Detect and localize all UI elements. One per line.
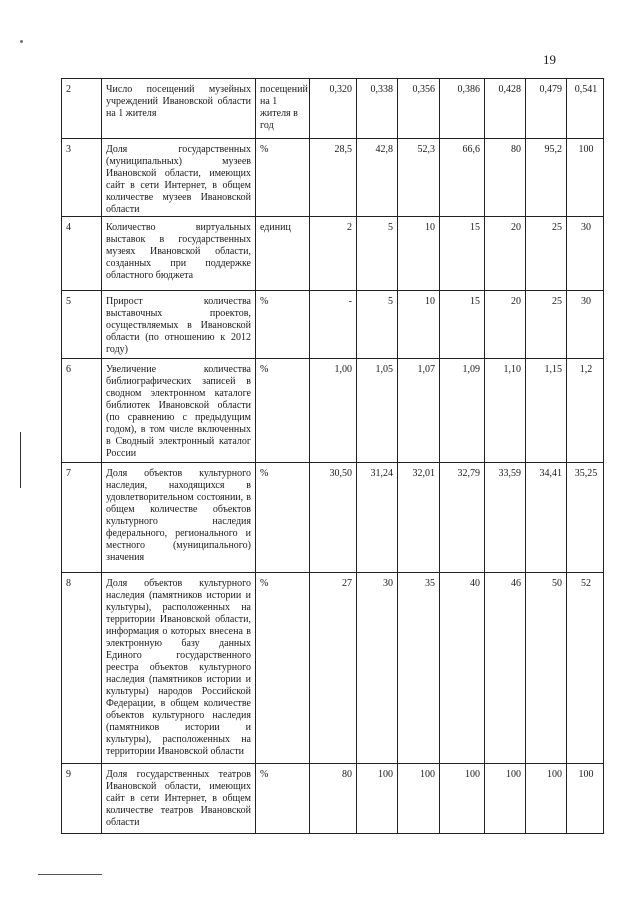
indicators-table [61, 78, 604, 834]
value-cell: 32,79 [440, 463, 485, 573]
indicator-name: Количество виртуальных выставок в государственных музеях Ивановской области, созданных при поддержке областного бюджета [102, 217, 256, 291]
value-cell: 30 [357, 573, 398, 764]
table-body [62, 79, 604, 834]
table-row [62, 139, 604, 217]
unit-cell: % [256, 139, 310, 217]
value-cell: 40 [440, 573, 485, 764]
unit-cell: % [256, 463, 310, 573]
row-number: 2 [62, 79, 102, 139]
value-cell: 35 [398, 573, 440, 764]
row-number: 9 [62, 764, 102, 834]
indicator-name: Доля объектов культурного наследия, находящихся в удовлетворительном состоянии, в общем количестве объектов культурного наследия федерального, регионального и местного (муниципального) значения [102, 463, 256, 573]
row-number: 6 [62, 359, 102, 463]
value-cell: 10 [398, 217, 440, 291]
value-cell: 2 [310, 217, 357, 291]
indicator-name: Доля государственных (муниципальных) музеев Ивановской области, имеющих сайт в сети Интернет, в общем количестве музеев Ивановской области [102, 139, 256, 217]
unit-cell: посещений на 1 жителя в год [256, 79, 310, 139]
indicator-name: Увеличение количества библиографических записей в сводном электронном каталоге библиотек Ивановской области (по сравнению с предыдущим годом), в том числе включенных в Сводный электронный каталог России [102, 359, 256, 463]
value-cell: 35,25 [567, 463, 604, 573]
unit-cell: % [256, 359, 310, 463]
value-cell: 28,5 [310, 139, 357, 217]
value-cell: 50 [526, 573, 567, 764]
unit-cell: % [256, 291, 310, 359]
value-cell: 0,356 [398, 79, 440, 139]
value-cell: 1,2 [567, 359, 604, 463]
indicator-name: Прирост количества выставочных проектов, осуществляемых в Ивановской области (по отношению к 2012 году) [102, 291, 256, 359]
value-cell: 15 [440, 291, 485, 359]
row-number: 7 [62, 463, 102, 573]
value-cell: 100 [398, 764, 440, 834]
value-cell: 0,428 [485, 79, 526, 139]
unit-cell: единиц [256, 217, 310, 291]
value-cell: 20 [485, 291, 526, 359]
value-cell: 100 [567, 139, 604, 217]
value-cell: 80 [310, 764, 357, 834]
value-cell: 30,50 [310, 463, 357, 573]
value-cell: 100 [526, 764, 567, 834]
table-row [62, 291, 604, 359]
value-cell: 15 [440, 217, 485, 291]
value-cell: 1,00 [310, 359, 357, 463]
value-cell: 0,479 [526, 79, 567, 139]
row-number: 4 [62, 217, 102, 291]
table-row [62, 217, 604, 291]
margin-mark [20, 432, 21, 488]
unit-cell: % [256, 573, 310, 764]
row-number: 5 [62, 291, 102, 359]
indicator-name: Доля государственных театров Ивановской области, имеющих сайт в сети Интернет, в общем количестве театров Ивановской области [102, 764, 256, 834]
value-cell: 52,3 [398, 139, 440, 217]
value-cell: 34,41 [526, 463, 567, 573]
scan-speck [20, 40, 23, 43]
value-cell: 1,09 [440, 359, 485, 463]
value-cell: 100 [485, 764, 526, 834]
table-row [62, 764, 604, 834]
value-cell: 33,59 [485, 463, 526, 573]
value-cell: 46 [485, 573, 526, 764]
page-number: 19 [543, 52, 556, 67]
value-cell: 100 [440, 764, 485, 834]
value-cell: 100 [357, 764, 398, 834]
table-row [62, 79, 604, 139]
indicator-name: Доля объектов культурного наследия (памятников истории и культуры), расположенных на территории Ивановской области, информация о которых внесена в электронную базу данных Единого государственного реестра объектов культурного наследия (памятников истории и культуры) народов Российской Федерации, в общем количестве объектов культурного наследия (памятников истории и культуры), расположенных на территории Ивановской области [102, 573, 256, 764]
value-cell: 1,10 [485, 359, 526, 463]
value-cell: 95,2 [526, 139, 567, 217]
table-row [62, 463, 604, 573]
value-cell: 10 [398, 291, 440, 359]
value-cell: 0,386 [440, 79, 485, 139]
value-cell: 31,24 [357, 463, 398, 573]
value-cell: 0,338 [357, 79, 398, 139]
value-cell: 0,541 [567, 79, 604, 139]
value-cell: 1,15 [526, 359, 567, 463]
value-cell: 25 [526, 217, 567, 291]
value-cell: 30 [567, 291, 604, 359]
value-cell: 0,320 [310, 79, 357, 139]
table-row [62, 573, 604, 764]
value-cell: 1,05 [357, 359, 398, 463]
value-cell: 25 [526, 291, 567, 359]
value-cell: 30 [567, 217, 604, 291]
value-cell: 52 [567, 573, 604, 764]
value-cell: 66,6 [440, 139, 485, 217]
indicator-name: Число посещений музейных учреждений Ивановской области на 1 жителя [102, 79, 256, 139]
row-number: 3 [62, 139, 102, 217]
value-cell: 100 [567, 764, 604, 834]
value-cell: 32,01 [398, 463, 440, 573]
value-cell: 5 [357, 291, 398, 359]
value-cell: 1,07 [398, 359, 440, 463]
value-cell: 27 [310, 573, 357, 764]
scan-mark [38, 874, 102, 875]
value-cell: 20 [485, 217, 526, 291]
table-row [62, 359, 604, 463]
value-cell: 5 [357, 217, 398, 291]
value-cell: 80 [485, 139, 526, 217]
unit-cell: % [256, 764, 310, 834]
row-number: 8 [62, 573, 102, 764]
value-cell: - [310, 291, 357, 359]
value-cell: 42,8 [357, 139, 398, 217]
